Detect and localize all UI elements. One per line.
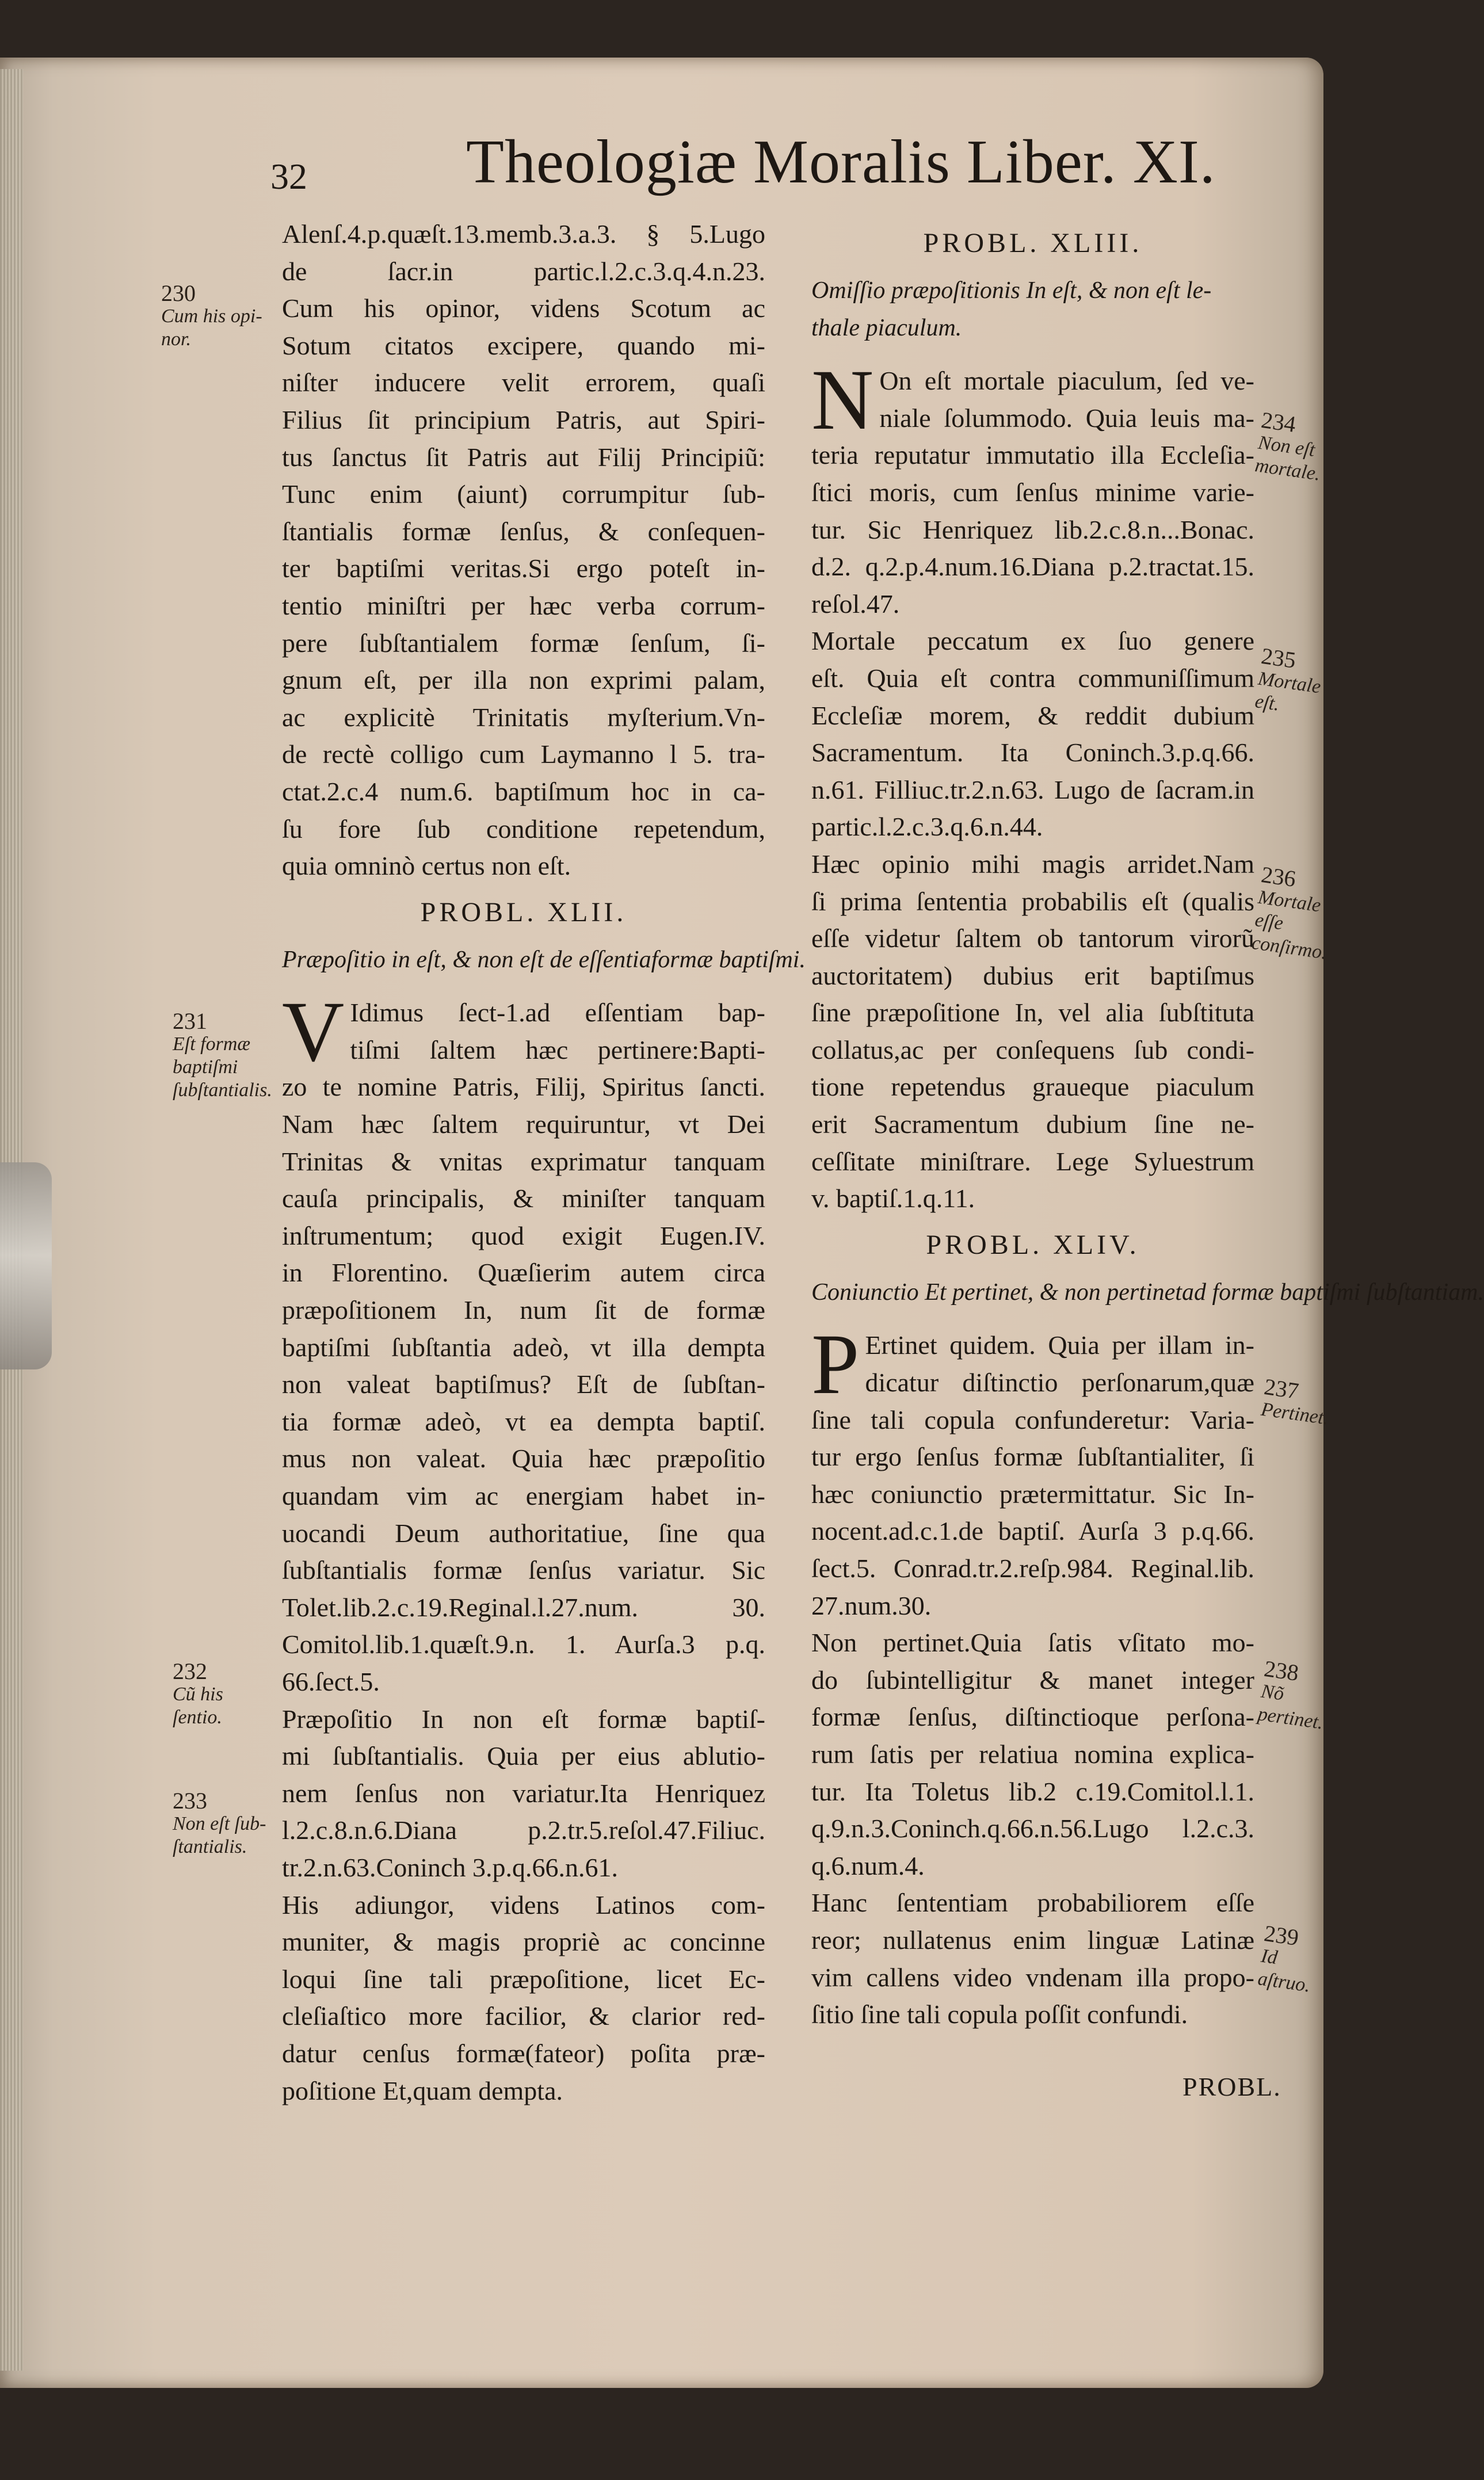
text-line: poſitione Et,quam dempta.: [282, 2075, 563, 2105]
text-line: partic.l.2.c.3.q.6.n.44.: [811, 812, 1043, 842]
text-line: pere ſubſtantialem formæ ſenſum, ſi-: [282, 628, 765, 658]
section-239-text: [811, 1884, 1254, 2033]
text-line: ad formæ baptiſmi ſubſtantiam.: [1181, 1279, 1484, 1306]
text-line: teria reputatur immutatio illa Eccleſia-: [811, 440, 1254, 470]
margin-note-238: 238 Nõ pertinet.: [1256, 1655, 1325, 1734]
probl-43-summary: [811, 271, 1254, 345]
section-234-text: [811, 352, 1254, 623]
dropcap-v: V: [282, 984, 345, 1080]
margin-note-230: 230 Cum his opi-nor.: [161, 280, 262, 350]
probl-42-title: PROBL. XLII.: [420, 896, 627, 928]
section-234-block: [811, 352, 1254, 623]
text-line: Ertinet quidem. Quia per illam in-: [865, 1330, 1254, 1360]
text-line: formæ baptiſmi.: [651, 946, 806, 973]
text-line: q.9.n.3.Coninch.q.66.n.56.Lugo l.2.c.3.: [811, 1814, 1254, 1844]
text-line: tur. Sic Henriquez lib.2.c.8.n...Bonac.: [811, 514, 1254, 544]
text-line: Alenſ.4.p.quæſt.13.memb.3.a.3. § 5.Lugo: [282, 219, 765, 249]
text-line: ſubſtantialis formæ ſenſus variatur. Sic: [282, 1555, 765, 1585]
text-line: Trinitas & vnitas exprimatur tanquam: [282, 1146, 765, 1176]
text-line: præpoſitionem In, num ſit de formæ: [282, 1295, 765, 1325]
text-line: quandam vim ac energiam habet in-: [282, 1481, 765, 1510]
text-line: eſt. Quia eſt contra communiſſimum: [811, 663, 1254, 693]
text-line: eſſe videtur ſaltem ob tantorum virorũ: [811, 924, 1254, 953]
dropcap-p: P: [811, 1317, 860, 1413]
text-line: Cum his opinor, videns Scotum ac: [282, 293, 765, 323]
text-line: Tolet.lib.2.c.19.Reginal.l.27.num. 30.: [282, 1592, 765, 1622]
dropcap-n: N: [811, 352, 874, 448]
text-line: ceſſitate miniſtrare. Lege Syluestrum: [811, 1146, 1254, 1176]
probl-43-title: PROBL. XLIII.: [923, 228, 1143, 258]
section-233-text: [282, 1887, 765, 2110]
section-231-text: [282, 984, 765, 1700]
page-clip: [0, 1162, 52, 1369]
probl-44-summary: [811, 1273, 1484, 1310]
folio-number: 32: [270, 156, 307, 197]
section-238-text: [811, 1624, 1254, 1884]
margin-note-235: 235 Mortale eſt.: [1253, 643, 1322, 715]
text-line: 27.num.30.: [811, 1590, 932, 1620]
margin-note-234: 234 Non eſt mortale.: [1253, 407, 1322, 485]
text-line: Sacramentum. Ita Coninch.3.p.q.66.: [811, 738, 1254, 768]
text-line: 66.ſect.5.: [282, 1666, 380, 1696]
text-line: tione repetendus graueque piaculum: [811, 1072, 1254, 1102]
text-line: Hæc opinio mihi magis arridet.Nam: [811, 849, 1254, 879]
text-line: vim callens video vndenam illa propo-: [811, 1962, 1254, 1992]
section-236-text: [811, 846, 1254, 1218]
text-line: d.2. q.2.p.4.num.16.Diana p.2.tractat.15.: [811, 552, 1254, 582]
text-line: ter baptiſmi veritas.Si ergo poteſt in-: [282, 554, 765, 583]
text-line: Non pertinet.Quia ſatis vſitato mo-: [811, 1628, 1254, 1658]
catchword: PROBL.: [1182, 2072, 1281, 2101]
text-line: reor; nullatenus enim linguæ Latinæ: [811, 1925, 1254, 1955]
text-line: gnum eſt, per illa non exprimi palam,: [282, 665, 765, 695]
margin-note-233: 233 Non eſt ſub-ſtantialis.: [173, 1788, 266, 1857]
margin-note-237: 237 Pertinet.: [1260, 1373, 1330, 1429]
text-line: Hanc ſententiam probabiliorem eſſe: [811, 1888, 1254, 1918]
text-line: tentio miniſtri per hæc verba corrum-: [282, 590, 765, 620]
text-line: On eſt mortale piaculum, ſed ve-: [879, 366, 1254, 396]
text-line: q.6.num.4.: [811, 1851, 925, 1880]
text-line: tr.2.n.63.Coninch 3.p.q.66.n.61.: [282, 1852, 618, 1882]
text-line: de ſacr.in partic.l.2.c.3.q.4.n.23.: [282, 256, 765, 286]
text-line: inſtrumentum; quod exigit Eugen.IV.: [282, 1220, 765, 1250]
text-line: formæ ſenſus, diſtinctioque perſona-: [811, 1702, 1254, 1732]
margin-note-236: 236 Mortale eſſe conſirmo.: [1250, 861, 1329, 964]
text-line: Præpoſitio In non eſt formæ baptiſ-: [282, 1704, 765, 1734]
text-line: tus ſanctus ſit Patris aut Filij Principiũ:: [282, 442, 765, 472]
text-line: ſine præpoſitione In, vel alia ſubſtituta: [811, 998, 1254, 1028]
text-line: ſi prima ſententia probabilis eſt (qualis: [811, 886, 1254, 916]
page-header: [270, 121, 1216, 197]
text-line: l.2.c.8.n.6.Diana p.2.tr.5.reſol.47.Filiuc.: [282, 1815, 765, 1845]
text-line: Nam hæc ſaltem requiruntur, vt Dei: [282, 1109, 765, 1139]
probl-44-title: PROBL. XLIV.: [926, 1229, 1140, 1260]
text-line: ſtici moris, cum ſenſus minime varie-: [811, 477, 1254, 507]
text-line: non valeat baptiſmus? Eſt de ſubſtan-: [282, 1369, 765, 1399]
text-line: Mortale peccatum ex ſuo genere: [811, 626, 1254, 656]
text-line: ctat.2.c.4 num.6. baptiſmum hoc in ca-: [282, 776, 765, 806]
text-line: rum ſatis per relatiua nomina explica-: [811, 1739, 1254, 1769]
text-line: thale piaculum.: [811, 314, 962, 341]
text-line: dicatur diſtinctio perſonarum,quæ: [865, 1368, 1254, 1398]
section-235-text: [811, 623, 1254, 846]
section-237-block: [811, 1317, 1254, 1624]
text-line: baptiſmi ſubſtantia adeò, vt illa dempta: [282, 1332, 765, 1362]
text-line: ſtantialis formæ ſenſus, & conſequen-: [282, 516, 765, 546]
section-232-text: [282, 1701, 765, 1887]
text-line: auctoritatem) dubius erit baptiſmus: [811, 960, 1254, 990]
text-line: loqui ſine tali præpoſitione, licet Ec-: [282, 1964, 765, 1994]
text-line: ſine tali copula confunderetur: Varia-: [811, 1405, 1254, 1434]
section-230-text: [282, 216, 765, 885]
text-line: reſol.47.: [811, 589, 900, 619]
margin-note-231: 231 Eſt formæ baptiſmi ſubſtantialis.: [173, 1008, 272, 1101]
text-line: collatus,ac per conſequens ſub condi-: [811, 1035, 1254, 1065]
running-head: Theologiæ Moralis Liber. XI.: [466, 128, 1216, 196]
text-line: v. baptiſ.1.q.11.: [811, 1184, 975, 1214]
probl-42-summary: [282, 940, 806, 978]
text-line: zo te nomine Patris, Filij, Spiritus ſancti.: [282, 1072, 765, 1102]
text-line: n.61. Filliuc.tr.2.n.63. Lugo de ſacram.in: [811, 774, 1254, 804]
text-line: ſect.5. Conrad.tr.2.reſp.984. Reginal.lib.: [811, 1554, 1254, 1583]
text-line: mus non valeat. Quia hæc præpoſitio: [282, 1444, 765, 1474]
text-line: tur ergo ſenſus formæ ſubſtantialiter, ſi: [811, 1442, 1254, 1472]
text-line: de rectè colligo cum Laymanno l 5. tra-: [282, 739, 765, 769]
text-line: ſitio ſine tali copula poſſit confundi.: [811, 2000, 1188, 2029]
text-line: nem ſenſus non variatur.Ita Henriquez: [282, 1778, 765, 1808]
text-line: tia formæ adeò, vt ea dempta baptiſ.: [282, 1406, 765, 1436]
text-line: niſter inducere velit errorem, quaſi: [282, 368, 765, 398]
section-231-block: [282, 984, 765, 1700]
text-line: cleſiaſtico more facilior, & clarior red-: [282, 2001, 765, 2031]
text-line: Sotum citatos excipere, quando mi-: [282, 330, 765, 360]
text-line: mi ſubſtantialis. Quia per eius ablutio-: [282, 1741, 765, 1771]
text-line: uocandi Deum authoritatiue, ſine qua: [282, 1518, 765, 1548]
text-line: cauſa principalis, & miniſter tanquam: [282, 1184, 765, 1214]
text-line: Omiſſio præpoſitionis In eſt, & non eſt le-: [811, 277, 1212, 304]
text-line: His adiungor, videns Latinos com-: [282, 1890, 765, 1920]
text-line: Coniunctio Et pertinet, & non pertinet: [811, 1279, 1182, 1306]
text-line: Præpoſitio in eſt, & non eſt de eſſentia: [282, 946, 651, 973]
text-line: Filius ſit principium Patris, aut Spiri-: [282, 405, 765, 434]
text-line: tiſmi ſaltem hæc pertinere:Bapti-: [350, 1035, 765, 1065]
left-column: [282, 216, 806, 2109]
text-line: muniter, & magis propriè ac concinne: [282, 1927, 765, 1957]
text-line: Tunc enim (aiunt) corrumpitur ſub-: [282, 479, 765, 509]
margin-note-232: 232 Cũ his ſentio.: [173, 1658, 223, 1728]
section-237-text: [811, 1317, 1254, 1624]
text-line: ac explicitè Trinitatis myſterium.Vn-: [282, 702, 765, 732]
text-line: ſu fore ſub conditione repetendum,: [282, 814, 765, 844]
text-line: quia omninò certus non eſt.: [282, 851, 571, 881]
text-line: in Florentino. Quæſierim autem circa: [282, 1258, 765, 1288]
text-line: niale ſolummodo. Quia leuis ma-: [879, 403, 1254, 433]
text-line: Idimus ſect-1.ad eſſentiam bap-: [350, 998, 765, 1028]
text-line: tur. Ita Toletus lib.2 c.19.Comitol.l.1.: [811, 1776, 1254, 1806]
text-line: erit Sacramentum dubium ſine ne-: [811, 1109, 1254, 1139]
text-line: do ſubintelligitur & manet integer: [811, 1665, 1254, 1695]
margin-note-239: 239 Id aſtruo.: [1256, 1920, 1312, 1997]
text-line: Eccleſiæ morem, & reddit dubium: [811, 700, 1254, 730]
text-line: nocent.ad.c.1.de baptiſ. Aurſa 3 p.q.66.: [811, 1516, 1254, 1546]
text-line: datur cenſus formæ(fateor) poſita præ-: [282, 2038, 765, 2068]
text-line: Comitol.lib.1.quæſt.9.n. 1. Aurſa.3 p.q.: [282, 1630, 765, 1659]
text-line: hæc coniunctio prætermittatur. Sic In-: [811, 1479, 1254, 1509]
